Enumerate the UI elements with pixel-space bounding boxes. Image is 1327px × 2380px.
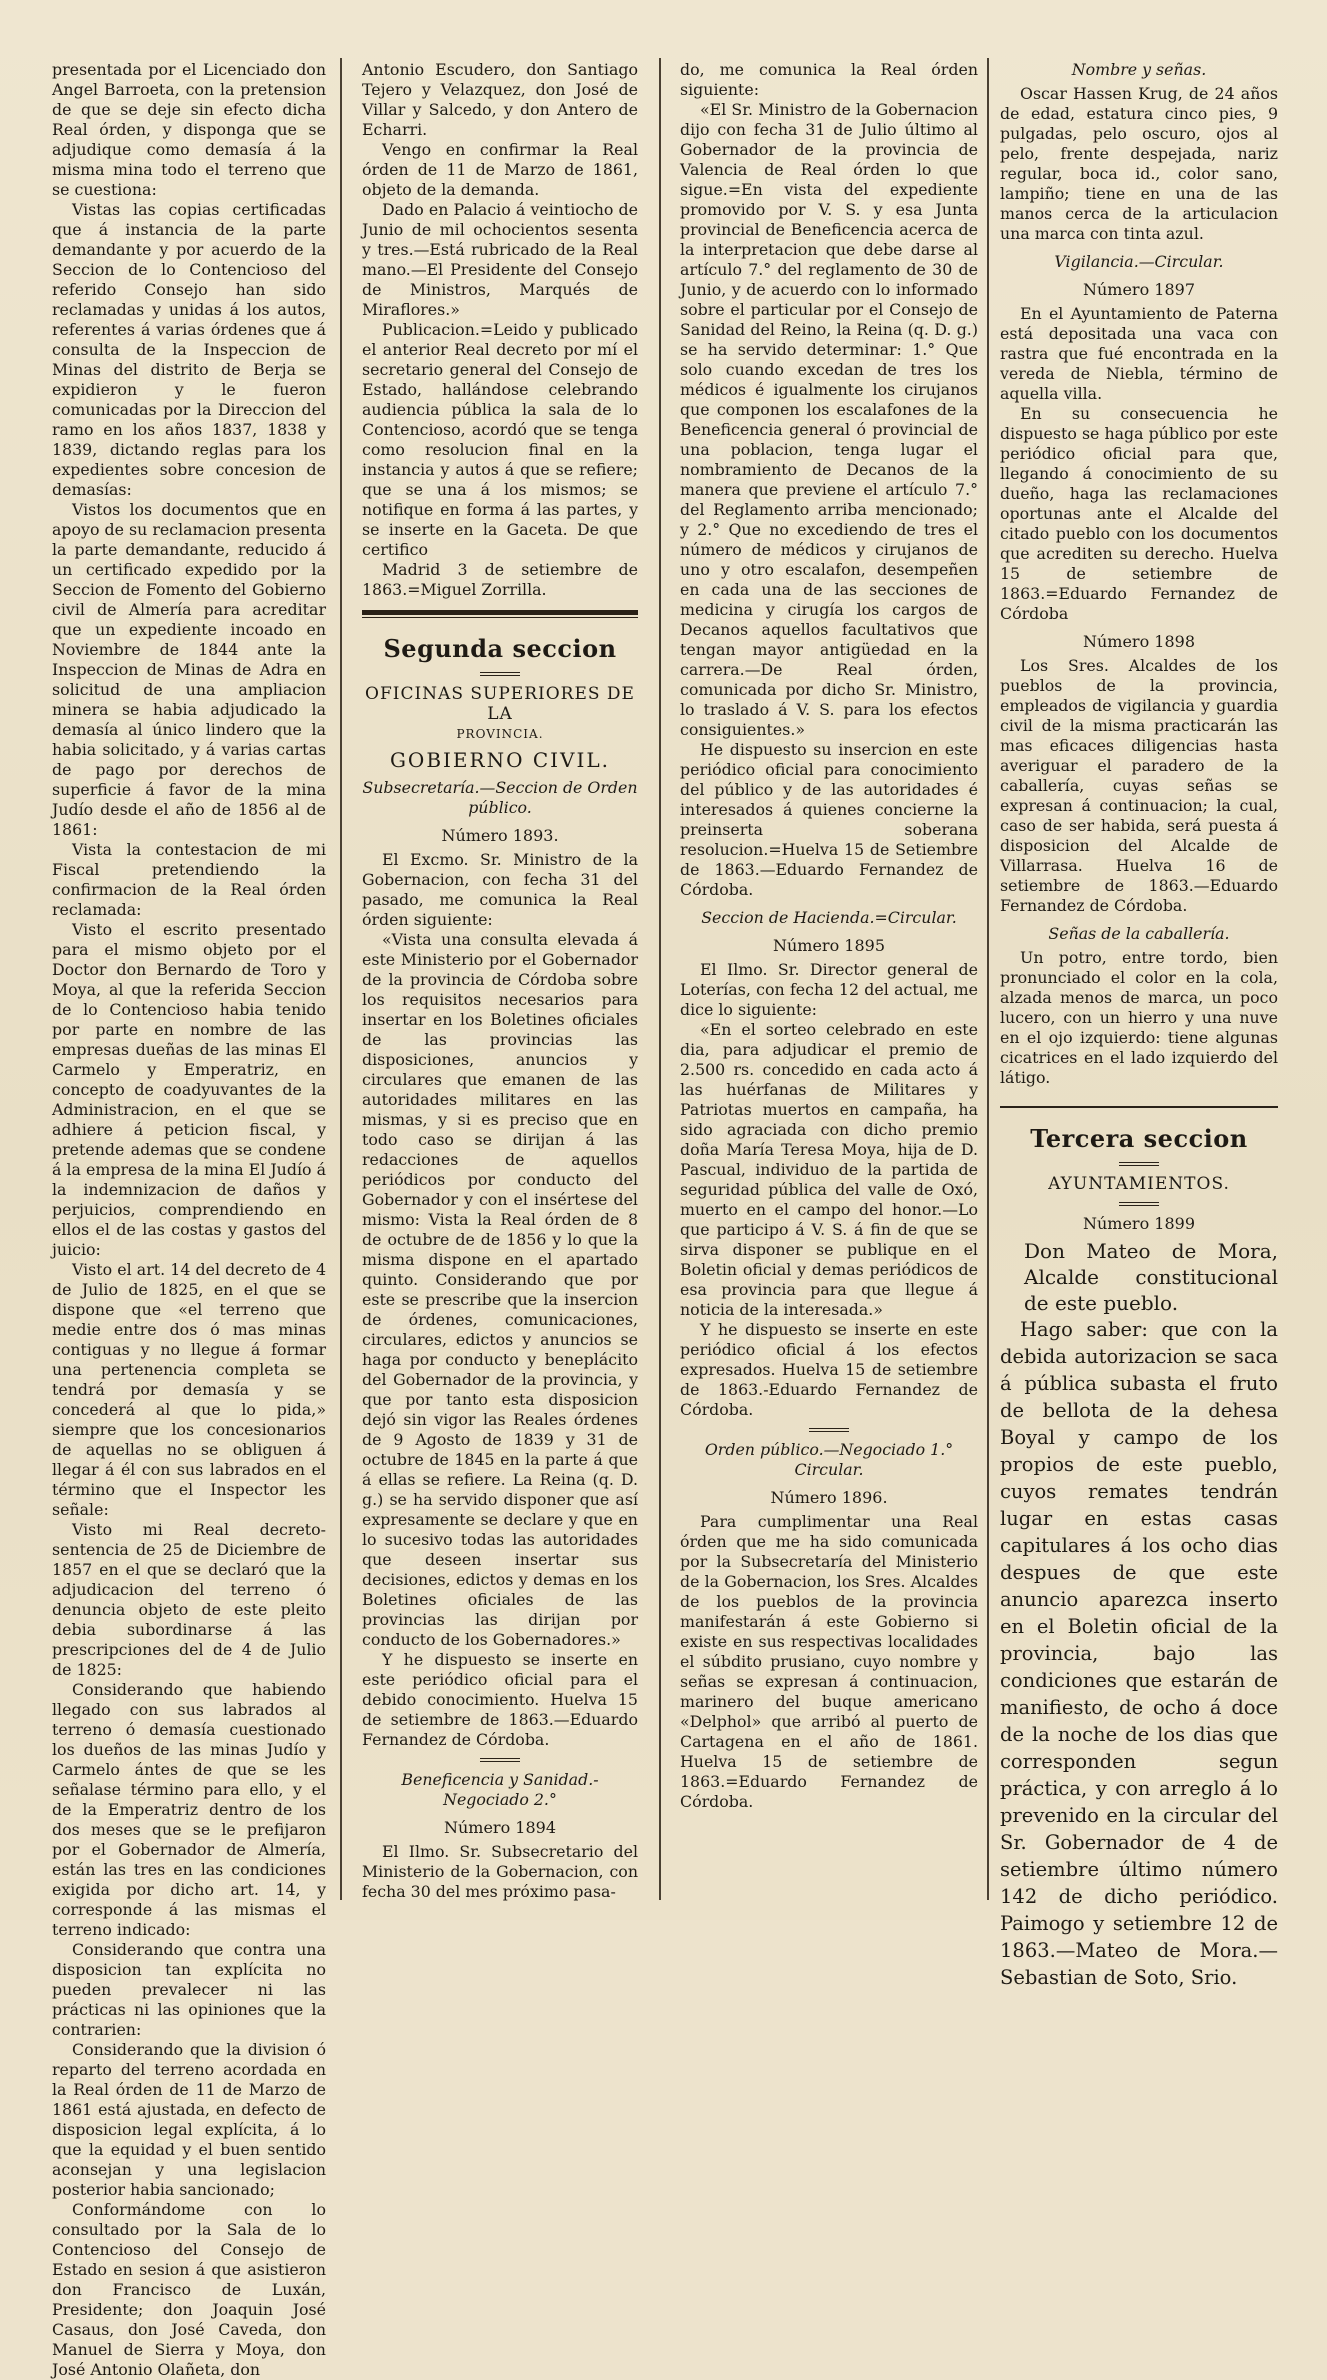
paragraph: «El Sr. Ministro de la Gobernacion dijo con fecha 31 de Julio último al Gobernador de la provincia de Valencia de Real órden lo que sigue.=En vista del expediente promovido por V. S. y esa Junta provincial de Beneficencia acerca de la interpretacion que debe darse al artículo 7.° del reglamento de 30 de Junio, y de acuerdo con lo informado sobre el particular por el Consejo de Sanidad del Reino, la Reina (q. D. g.) se ha servido determinar: 1.° Que solo cuando excedan de tres los médicos é igualmente los cirujanos que componen los escalafones de la Beneficencia general ó provincial de una poblacion, tenga lugar el nombramiento de Decanos de la manera que previene el artículo 7.° del Reglamento arriba mencionado; y 2.° Que no excediendo de tres el número de médicos y cirujanos de uno y otro escalafon, desempeñen en cada una de las secciones de medicina y cirugía los cargos de Decanos aquellos facultativos que tengan mayor antigüedad en la carrera.—De Real órden, comunicada por dicho Sr. Ministro, lo traslado á V. S. para los efectos consiguientes.» bbox=[680, 100, 978, 739]
paragraph: Y he dispuesto se inserte en este periódico oficial para el debido conocimiento. Huelva 15 de setiembre de 1863.—Eduardo Fernandez de Córdoba. bbox=[362, 1650, 638, 1749]
section-divider bbox=[362, 610, 638, 618]
paragraph: Oscar Hassen Krug, de 24 años de edad, estatura cinco pies, 9 pulgadas, pelo oscuro, ojos al pelo, frente despejada, nariz regular, boca id., color sano, lampiño; tiene en una de las manos cerca de la articulacion una marca con tinta azul. bbox=[1000, 84, 1278, 243]
announcement-heading: Don Mateo de Mora, Alcalde constitucional de este pueblo. bbox=[1024, 1239, 1278, 1315]
separator bbox=[1119, 1202, 1159, 1206]
column-2 bbox=[362, 60, 638, 1901]
item-number: Número 1896. bbox=[770, 1488, 888, 1507]
subsection-heading: Beneficencia y Sanidad.-Negociado 2.° bbox=[401, 1770, 599, 1809]
item-number: Número 1898 bbox=[1082, 632, 1196, 651]
paragraph: El Ilmo. Sr. Subsecretario del Ministerio de la Gobernacion, con fecha 30 del mes próximo pasa- bbox=[362, 1842, 638, 1901]
column-3 bbox=[680, 60, 978, 1898]
item-number: Número 1899 bbox=[1082, 1214, 1196, 1233]
paragraph: Los Sres. Alcaldes de los pueblos de la provincia, empleados de vigilancia y guardia civil de la misma practicarán las mas eficaces diligencias hasta averiguar el paradero de la caballería, cuyas señas se expresan á continuacion; la cual, caso de ser habida, será puesta á disposicion del Alcalde de Villarrasa. Huelva 16 de setiembre de 1863.—Eduardo Fernandez de Córdoba. bbox=[1000, 656, 1278, 915]
separator bbox=[480, 672, 520, 676]
paragraph: Para cumplimentar una Real órden que me ha sido comunicada por la Subsecretaría del Ministerio de la Gobernacion, los Sres. Alcaldes de los pueblos de la provincia manifestarán á este Gobierno si existe en sus respectivas localidades el súbdito prusiano, cuyo nombre y señas se expresan á continuacion, marinero del buque americano «Delphol» que arribó al puerto de Cartagena en el año de 1861. Huelva 15 de setiembre de 1863.=Eduardo Fernandez de Córdoba. bbox=[680, 1512, 978, 1811]
item-number: Número 1894 bbox=[443, 1818, 557, 1837]
paragraph: En su consecuencia he dispuesto se haga público por este periódico oficial para que, llegando á conocimiento de su dueño, haga las reclamaciones oportunas ante el Alcalde del citado pueblo con los documentos que acrediten su derecho. Huelva 15 de setiembre de 1863.=Eduardo Fernandez de Córdoba bbox=[1000, 404, 1278, 623]
subsection-heading: Orden público.—Negociado 1.° Circular. bbox=[704, 1440, 954, 1479]
section-heading: Tercera seccion bbox=[1030, 1124, 1248, 1153]
paragraph: Conformándome con lo consultado por la Sala de lo Contencioso del Consejo de Estado en sesion á que asistieron don Francisco de Luxán, Presidente; don Joaquin José Casaus, don José Caveda, don Manuel de Sierra y Moya, don José Antonio Olañeta, don bbox=[52, 2200, 326, 2379]
paragraph: He dispuesto su insercion en este periódico oficial para conocimiento del público y de las autoridades é interesados á quienes concierne la preinserta soberana resolucion.=Huelva 15 de Setiembre de 1863.—Eduardo Fernandez de Córdoba. bbox=[680, 740, 978, 899]
paragraph: Visto el art. 14 del decreto de 4 de Julio de 1825, en el que se dispone que «el terreno que medie entre dos ó mas minas contiguas y no llegue á formar una pertenencia completa se tendrá por demasía y se concederá al que lo pida,» siempre que los concesionarios de aquellas no se obliguen á llegar á él con sus labrados en el término que el Inspector les señale: bbox=[52, 1260, 326, 1519]
subsection-heading: Nombre y señas. bbox=[1071, 60, 1207, 79]
paragraph: Vengo en confirmar la Real órden de 11 de Marzo de 1861, objeto de la demanda. bbox=[362, 140, 638, 199]
paragraph: Visto mi Real decreto-sentencia de 25 de Diciembre de 1857 en el que se declaró que la adjudicacion del terreno ó denuncia objeto de este pleito debia subordinarse á las prescripciones del de 4 de Julio de 1825: bbox=[52, 1520, 326, 1679]
separator bbox=[480, 1758, 520, 1762]
separator bbox=[809, 1428, 849, 1432]
office-heading: OFICINAS SUPERIORES DE LA bbox=[365, 684, 635, 724]
paragraph: Y he dispuesto se inserte en este periódico oficial á los efectos expresados. Huelva 15 de setiembre de 1863.-Eduardo Fernandez de Córdoba. bbox=[680, 1320, 978, 1419]
government-heading: GOBIERNO CIVIL. bbox=[389, 748, 611, 772]
paragraph: «Vista una consulta elevada á este Ministerio por el Gobernador de la provincia de Córdoba sobre los requisitos necesarios para insertar en los Boletines oficiales de las provincias las disposiciones, anuncios y circulares que emanen de las autoridades militares en las mismas, y si es preciso que en todo caso se dirijan á las redacciones de aquellos periódicos por conducto del Gobernador y con el insértese del mismo: Vista la Real órden de 8 de octubre de de 1856 y lo que la misma dispone en el apartado quinto. Considerando que por este se prescribe que la insercion de órdenes, comunicaciones, circulares, edictos y anuncios se haga por conducto y beneplácito del Gobernador de la provincia, y que por tanto esta disposicion dejó sin vigor las Reales órdenes de 9 Agosto de 1839 y 31 de octubre de 1845 en la parte á que á ellas se refiere. La Reina (q. D. g.) se ha servido disponer que así expresamente se declare y que en lo sucesivo todas las autoridades que deseen insertar sus decisiones, edictos y demas en los Boletines oficiales de las provincias las dirijan por conducto de los Gobernadores.» bbox=[362, 930, 638, 1649]
subsection-heading: Señas de la caballería. bbox=[1048, 924, 1230, 943]
paragraph: Considerando que la division ó reparto del terreno acordada en la Real órden de 11 de Marzo de 1861 está ajustada, en defecto de disposicion legal explícita, á lo que la equidad y el buen sentido aconsejan y una legislacion posterior habia sancionado; bbox=[52, 2040, 326, 2199]
paragraph: Vista la contestacion de mi Fiscal pretendiendo la confirmacion de la Real órden reclamada: bbox=[52, 840, 326, 919]
paragraph: Madrid 3 de setiembre de 1863.=Miguel Zorrilla. bbox=[362, 560, 638, 599]
office-heading: AYUNTAMIENTOS. bbox=[1048, 1174, 1230, 1194]
column-rule bbox=[659, 58, 661, 1900]
paragraph: Considerando que contra una disposicion tan explícita no pueden prevalecer ni las prácticas ni las opiniones que la contrarien: bbox=[52, 1940, 326, 2039]
paragraph: Un potro, entre tordo, bien pronunciado el color en la cola, alzada menos de marca, un poco lucero, con un hierro y una nuve en el ojo izquierdo: tiene algunas cicatrices en el lado izquierdo del látigo. bbox=[1000, 948, 1278, 1087]
paragraph: El Ilmo. Sr. Director general de Loterías, con fecha 12 del actual, me dice lo siguiente: bbox=[680, 960, 978, 1019]
paragraph: «En el sorteo celebrado en este dia, para adjudicar el premio de 2.500 rs. concedido en cada acto á las huérfanas de Militares y Patriotas muertos en campaña, ha sido agraciada con dicho premio doña María Teresa Moya, hija de D. Pascual, individuo de la partida de seguridad pública del valle de Oxó, muerto en el campo del honor.—Lo que participo á V. S. á fin de que se sirva disponer se publique en el Boletin oficial y demas periódicos de esa provincia para que llegue á noticia de la interesada.» bbox=[680, 1020, 978, 1319]
paragraph: Antonio Escudero, don Santiago Tejero y Velazquez, don José de Villar y Salcedo, y don Antero de Echarri. bbox=[362, 60, 638, 139]
paragraph: Hago saber: que con la debida autorizacion se saca á pública subasta el fruto de bellota de la dehesa Boyal y campo de los propios de este pueblo, cuyos remates tendrán lugar en estas casas capitulares á los ocho dias despues de que este anuncio aparezca inserto en el Boletin oficial de la provincia, bajo las condiciones que estarán de manifiesto, de ocho á doce de la noche de los dias que corresponden segun práctica, y con arreglo á lo prevenido en la circular del Sr. Gobernador de 4 de setiembre último número 142 de dicho periódico. Paimogo y setiembre 12 de 1863.—Mateo de Mora.—Sebastian de Soto, Srio. bbox=[1000, 1318, 1278, 1989]
paragraph: Vistos los documentos que en apoyo de su reclamacion presenta la parte demandante, reducido á un certificado expedido por la Seccion de Fomento del Gobierno civil de Almería para acreditar que un expediente incoado en Noviembre de 1844 ante la Inspeccion de Minas de Adra en solicitud de una ampliacion minera se habia adjudicado la demasía al único lindero que la habia solicitado, y á varias cartas de pago por derechos de superficie á favor de la mina Judío desde el año de 1856 al de 1861: bbox=[52, 500, 326, 839]
item-number: Número 1895 bbox=[772, 936, 886, 955]
paragraph: Visto el escrito presentado para el mismo objeto por el Doctor don Bernardo de Toro y Moya, al que la referida Seccion de lo Contencioso habia tenido por parte en nombre de las empresas dueñas de las minas El Carmelo y Emperatriz, en concepto de coadyuvantes de la Administracion, en el que se adhiere á peticion fiscal, y pretende ademas que se condene á la empresa de la mina El Judío á la indemnizacion de daños y perjuicios, comprendiendo en ellos el de las costas y gastos del juicio: bbox=[52, 920, 326, 1259]
column-rule bbox=[340, 58, 342, 1900]
paragraph: Considerando que habiendo llegado con sus labrados al terreno ó demasía cuestionado los dueños de las minas Judío y Carmelo ántes de que se les señalase término para ello, y el de la Emperatriz dentro de los dos meses que se le prefijaron por el Gobernador de Almería, están las tres en las condiciones exigida por dicho art. 14, y corresponde á las mismas el terreno indicado: bbox=[52, 1680, 326, 1939]
column-rule bbox=[987, 58, 989, 1900]
paragraph: Vistas las copias certificadas que á instancia de la parte demandante y por acuerdo de la Seccion de lo Contencioso del referido Consejo han sido reclamadas y unidas á los autos, referentes á varias órdenes que á consulta de la Inspeccion de Minas del distrito de Berja se expidieron y le fueron comunicadas por la Direccion del ramo en los años 1837, 1838 y 1839, dictando reglas para los expedientes sobre concesion de demasías: bbox=[52, 200, 326, 499]
subsection-heading: Subsecretaría.—Seccion de Orden público. bbox=[362, 778, 638, 817]
section-divider bbox=[1000, 1106, 1278, 1108]
paragraph: Publicacion.=Leido y publicado el anterior Real decreto por mí el secretario general del Consejo de Estado, hallándose celebrando audiencia pública la sala de lo Contencioso, acordó que se tenga como resolucion final en la instancia y autos á que se refiere; que se una á los mismos; se notifique en forma á las partes, y se inserte en la Gaceta. De que certifico bbox=[362, 320, 638, 559]
paragraph: do, me comunica la Real órden siguiente: bbox=[680, 60, 978, 99]
paragraph: Dado en Palacio á veintiocho de Junio de mil ochocientos sesenta y tres.—Está rubricado de la Real mano.—El Presidente del Consejo de Ministros, Marqués de Miraflores.» bbox=[362, 200, 638, 319]
section-heading: Segunda seccion bbox=[383, 634, 617, 663]
column-4 bbox=[1000, 60, 1278, 1989]
subsection-heading: Vigilancia.—Circular. bbox=[1054, 252, 1224, 271]
subsection-heading: Seccion de Hacienda.=Circular. bbox=[701, 908, 957, 927]
item-number: Número 1897 bbox=[1082, 280, 1196, 299]
paragraph: En el Ayuntamiento de Paterna está depositada una vaca con rastra que fué encontrada en la vereda de Niebla, término de aquella villa. bbox=[1000, 304, 1278, 403]
office-subheading: PROVINCIA. bbox=[456, 727, 544, 741]
paragraph: El Excmo. Sr. Ministro de la Gobernacion, con fecha 31 del pasado, me comunica la Real órden siguiente: bbox=[362, 850, 638, 929]
column-1 bbox=[52, 60, 326, 2379]
paragraph: presentada por el Licenciado don Angel Barroeta, con la pretension de que se deje sin efecto dicha Real órden, y disponga que se adjudique como demasía á la misma mina todo el terreno que se cuestiona: bbox=[52, 60, 326, 199]
separator bbox=[1119, 1162, 1159, 1166]
item-number: Número 1893. bbox=[441, 826, 559, 845]
